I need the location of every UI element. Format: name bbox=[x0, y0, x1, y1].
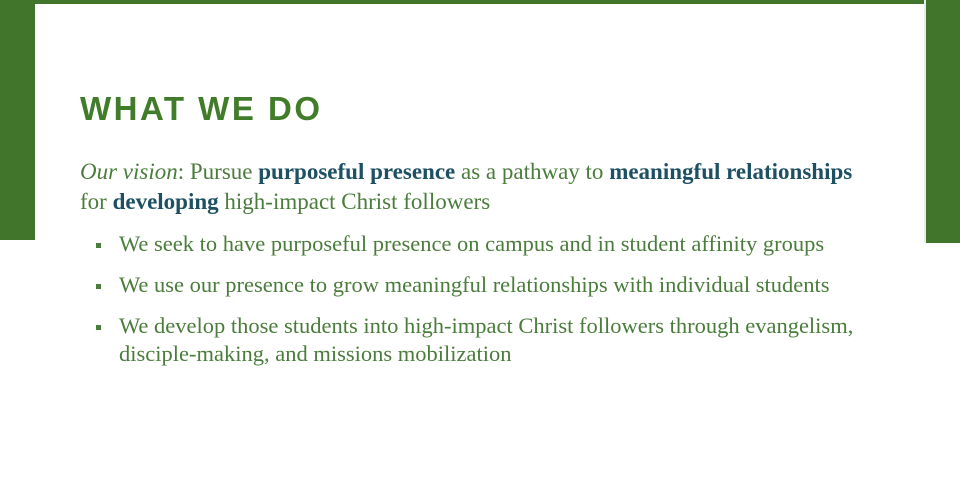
vision-segment: developing bbox=[112, 189, 219, 214]
vision-segment: : Pursue bbox=[177, 159, 259, 184]
slide-title: WHAT WE DO bbox=[80, 90, 323, 127]
vision-segment: purposeful presence bbox=[258, 159, 456, 184]
vision-segment: as a pathway to bbox=[455, 159, 610, 184]
bullet-item: ▪ We develop those students into high-impact Christ followers through evangelism, disciple-making, and missions mobilization bbox=[113, 312, 872, 368]
vision-segment: meaningful relationships bbox=[609, 159, 853, 184]
right-accent-bar bbox=[924, 0, 960, 243]
bullet-item: ▪ We use our presence to grow meaningful relationships with individual students bbox=[113, 271, 872, 299]
slide-content bbox=[80, 90, 872, 381]
top-accent-bar bbox=[0, 0, 960, 4]
left-accent-bar bbox=[0, 0, 35, 240]
vision-statement bbox=[80, 157, 872, 217]
bullet-item: ▪ We seek to have purposeful presence on campus and in student affinity groups bbox=[113, 230, 872, 258]
vision-segment: for bbox=[80, 189, 113, 214]
vision-segment: high-impact Christ followers bbox=[218, 189, 491, 214]
bullet-list bbox=[80, 230, 872, 368]
vision-segment: Our vision bbox=[80, 159, 178, 184]
